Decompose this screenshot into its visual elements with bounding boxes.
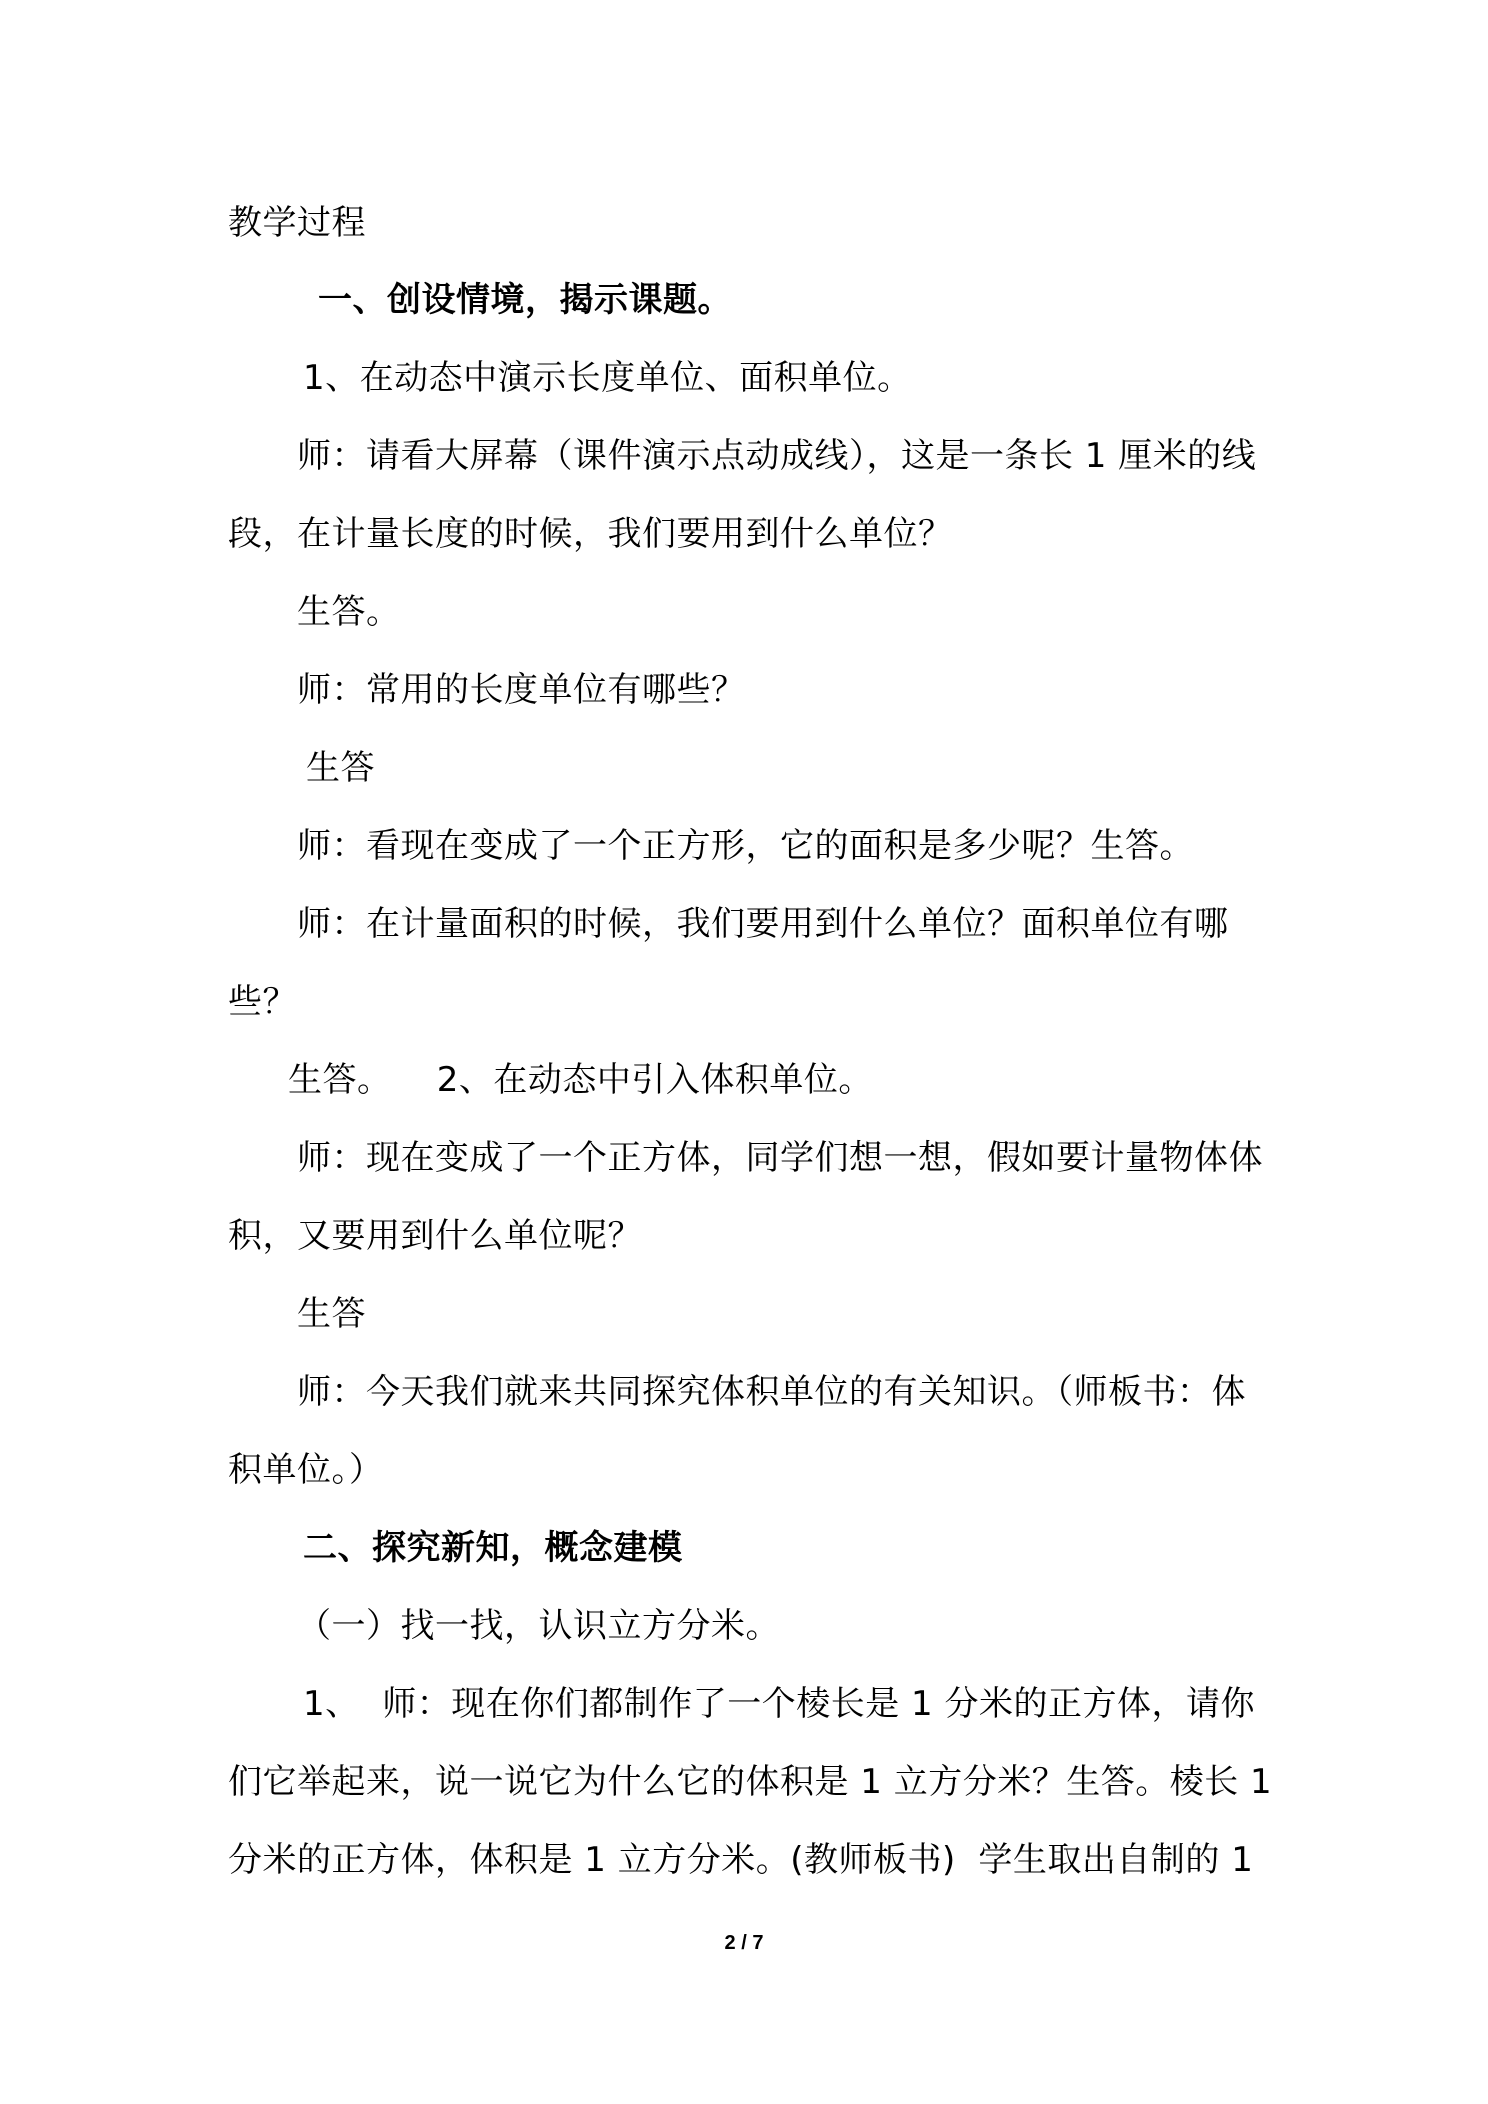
paragraph-line: 师：在计量面积的时候，我们要用到什么单位？面积单位有哪	[297, 904, 1229, 944]
paragraph-line: 些？	[228, 982, 297, 1022]
section-title-1: 一、创设情境，揭示课题。	[318, 280, 732, 320]
paragraph-line: 生答。	[297, 592, 401, 632]
paragraph-line: 1、在动态中演示长度单位、面积单位。	[303, 358, 912, 398]
paragraph-line: 师：今天我们就来共同探究体积单位的有关知识。（师板书：体	[297, 1372, 1246, 1412]
document-heading: 教学过程	[228, 203, 366, 243]
paragraph-line: 1、 师：现在你们都制作了一个棱长是 1 分米的正方体，请你	[303, 1684, 1255, 1724]
paragraph-line: 师：常用的长度单位有哪些？	[297, 670, 746, 710]
paragraph-line: 师：看现在变成了一个正方形，它的面积是多少呢？生答。	[297, 826, 1194, 866]
paragraph-line: 们它举起来，说一说它为什么它的体积是 1 立方分米？生答。棱长 1	[228, 1762, 1273, 1802]
paragraph-line: 生答	[306, 748, 375, 788]
paragraph-line: 积，又要用到什么单位呢？	[228, 1216, 642, 1256]
paragraph-line: （一）找一找，认识立方分米。	[297, 1606, 780, 1646]
paragraph-line: 积单位。）	[228, 1450, 384, 1490]
paragraph-line: 师：请看大屏幕（课件演示点动成线），这是一条长 1 厘米的线	[297, 436, 1257, 476]
paragraph-line: 师：现在变成了一个正方体，同学们想一想，假如要计量物体体	[297, 1138, 1263, 1178]
paragraph-line: 生答	[297, 1294, 366, 1334]
paragraph-line: 生答。 2、在动态中引入体积单位。	[288, 1060, 873, 1100]
section-title-2: 二、探究新知，概念建模	[303, 1528, 683, 1568]
paragraph-line: 段，在计量长度的时候，我们要用到什么单位？	[228, 514, 953, 554]
page-number: 2 / 7	[724, 1932, 764, 1954]
paragraph-line: 分米的正方体，体积是 1 立方分米。(教师板书) 学生取出自制的 1	[228, 1840, 1254, 1880]
